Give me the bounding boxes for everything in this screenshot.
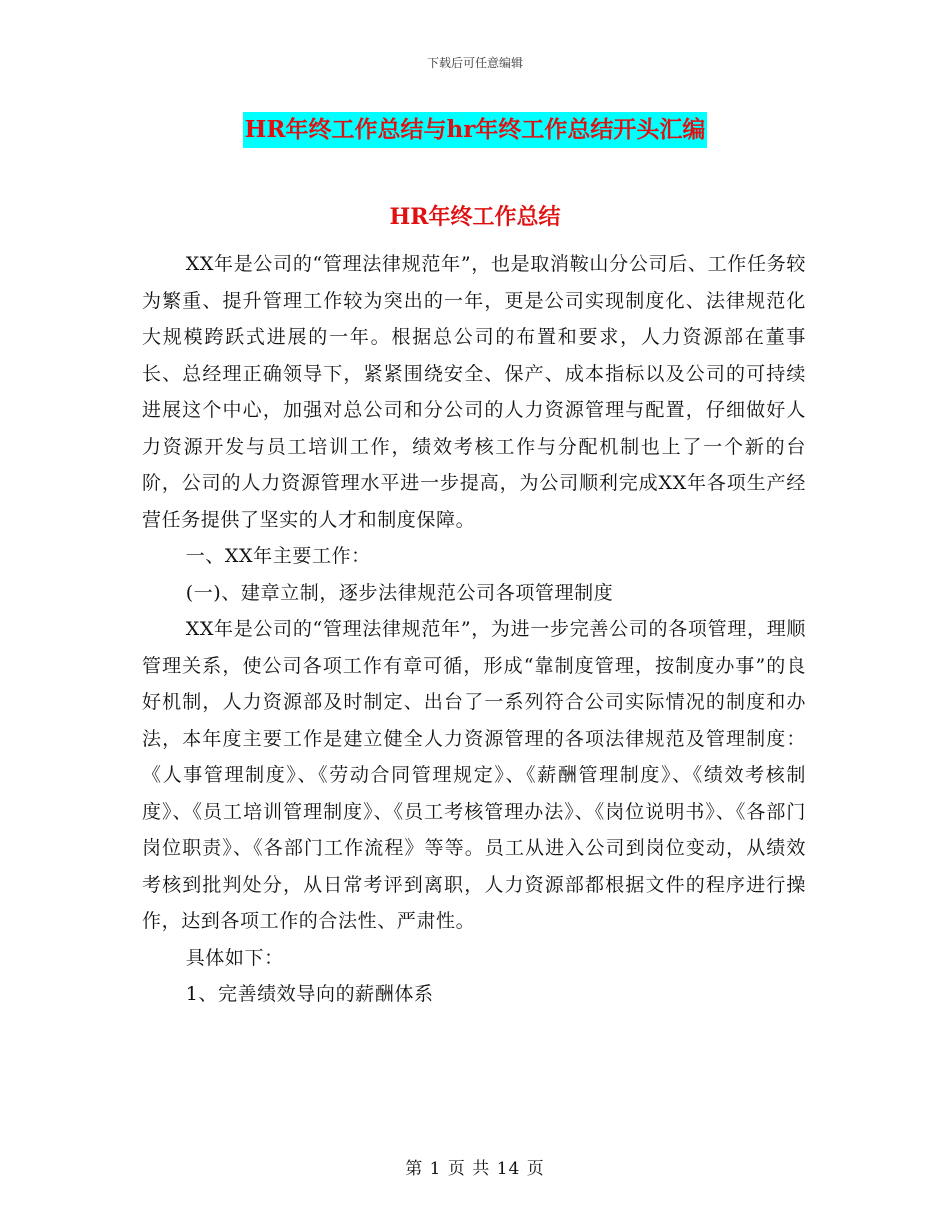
- page-number: 第 1 页 共 14 页: [405, 1159, 545, 1179]
- body-text: [142, 246, 806, 1013]
- paragraph-rules-detail: XX年是公司的“管理法律规范年”，为进一步完善公司的各项管理，理顺管理关系，使公司各项工作有章可循，形成“靠制度管理，按制度办事”的良好机制，人力资源部及时制定、出台了一系列符合公司实际情况的制度和办法，本年度主要工作是建立健全人力资源管理的各项法律规范及管理制度：《人事管理制度》、《劳动合同管理规定》、《薪酬管理制度》、《绩效考核制度》、《员工培训管理制度》、《员工考核管理办法》、《岗位说明书》、《各部门岗位职责》、《各部门工作流程》等等。员工从进入公司到岗位变动，从绩效考核到批判处分，从日常考评到离职，人力资源部都根据文件的程序进行操作，达到各项工作的合法性、严肃性。: [142, 618, 806, 932]
- document-title: HR年终工作总结与hr年终工作总结开头汇编: [243, 112, 708, 148]
- header-note: 下载后可任意编辑: [426, 56, 523, 70]
- paragraph-item-salary-system: 1、完善绩效导向的薪酬体系: [185, 983, 434, 1005]
- paragraph-subheading-rules: (一)、建章立制，逐步法律规范公司各项管理制度: [185, 581, 614, 604]
- paragraph-details-intro: 具体如下：: [185, 946, 284, 969]
- paragraph-heading-main-work: 一、XX年主要工作：: [185, 545, 371, 567]
- section-title: HR年终工作总结: [389, 204, 561, 230]
- paragraph-intro: XX年是公司的“管理法律规范年”，也是取消鞍山分公司后、工作任务较为繁重、提升管理工作较为突出的一年，更是公司实现制度化、法律规范化大规模跨跃式进展的一年。根据总公司的布置和要求，人力资源部在董事长、总经理正确领导下，紧紧围绕安全、保产、成本指标以及公司的可持续进展这个中心，加强对总公司和分公司的人力资源管理与配置，仔细做好人力资源开发与员工培训工作，绩效考核工作与分配机制也上了一个新的台阶，公司的人力资源管理水平进一步提高，为公司顺利完成XX年各项生产经营任务提供了坚实的人才和制度保障。: [142, 253, 806, 531]
- document-title-container: [0, 112, 950, 148]
